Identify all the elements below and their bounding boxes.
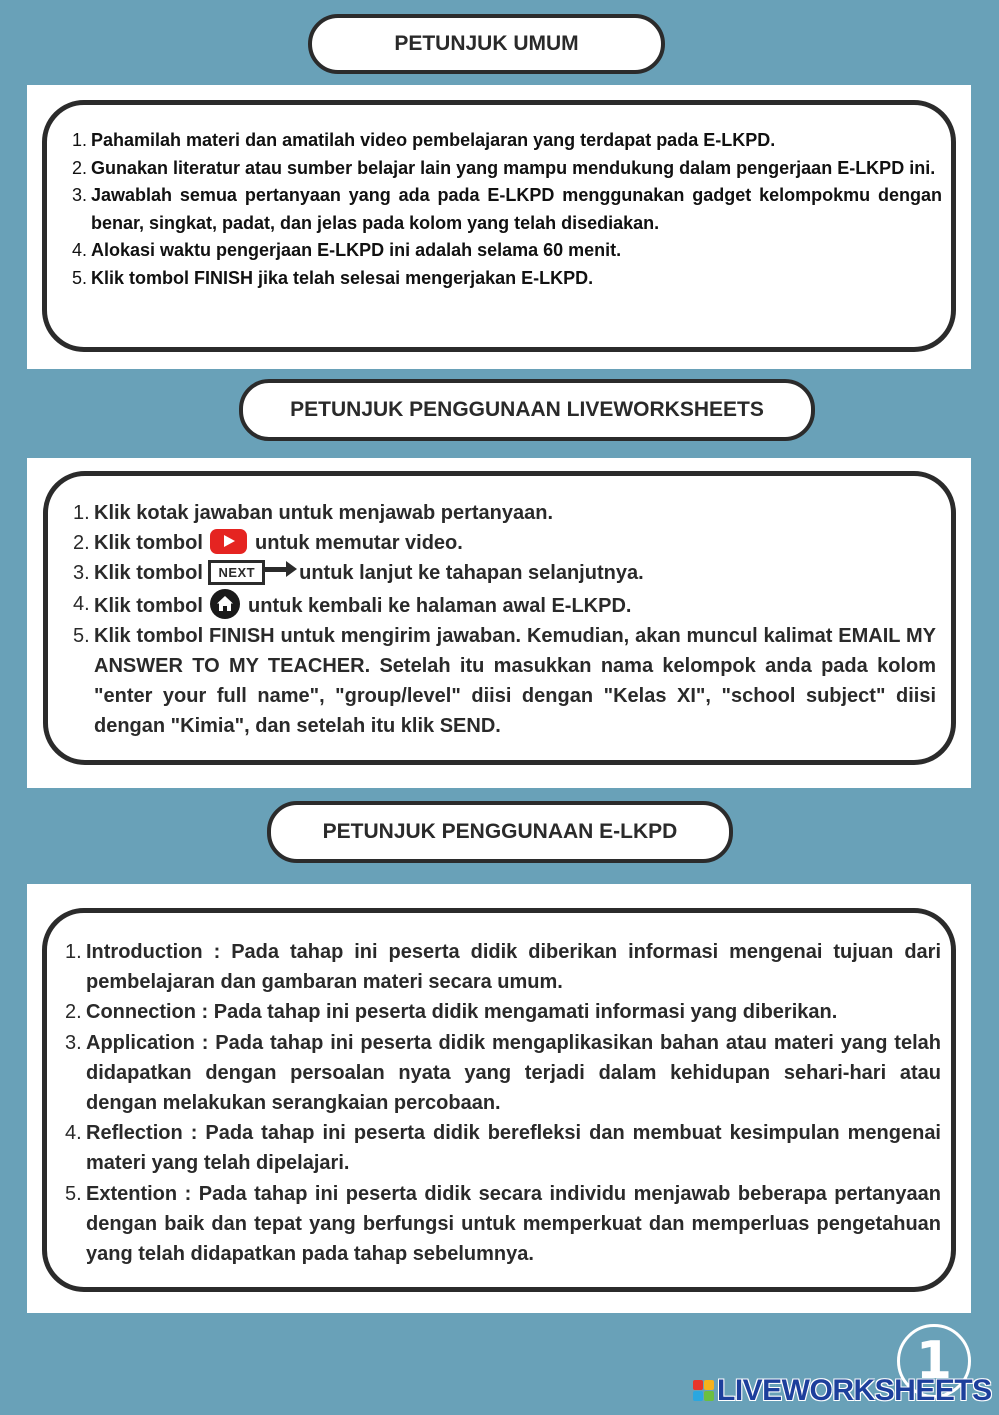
list-item: Introduction : Pada tahap ini peserta didik diberikan informasi mengenai tujuan dari pembelajaran dan gambaran materi secara umum. — [86, 941, 941, 994]
list-item: Pahamilah materi dan amatilah video pembelajaran yang terdapat pada E-LKPD. — [91, 130, 776, 150]
list-petunjuk-liveworksheets — [94, 498, 936, 742]
home-icon — [210, 589, 240, 619]
list-item: Klik kotak jawaban untuk menjawab pertanyaan. — [94, 502, 554, 524]
card-petunjuk-umum — [42, 100, 956, 352]
list-item: Application : Pada tahap ini peserta didik mengaplikasikan bahan atau materi yang telah didapatkan dengan persoalan nyata yang terjadi dalam kehidupan sehari-hari atau dengan melakukan serangkaian percobaan. — [86, 1031, 941, 1115]
liveworksheets-brand — [693, 1376, 992, 1406]
list-item: Klik tombol untuk kembali ke halaman awal E-LKPD. — [94, 589, 936, 621]
section-title-petunjuk-elkpd — [267, 801, 733, 863]
list-item: Reflection : Pada tahap ini peserta didik berefleksi dan membuat kesimpulan mengenai materi yang telah dipelajari. — [86, 1122, 941, 1175]
section-title-text: PETUNJUK UMUM — [394, 32, 579, 55]
list-item: Extention : Pada tahap ini peserta didik secara individu menjawab beberapa pertanyaan dengan baik dan tepat yang berfungsi untuk memperkuat dan memperluas pengetahuan yang telah didapatkan pada tahap sebelumnya. — [86, 1182, 941, 1266]
next-button: NEXT — [208, 560, 265, 585]
section-title-petunjuk-liveworksheets — [239, 379, 815, 441]
card-petunjuk-liveworksheets — [43, 471, 956, 765]
section-title-text: PETUNJUK PENGGUNAAN E-LKPD — [322, 820, 678, 843]
page-number: 1 — [897, 1324, 971, 1398]
list-item: Jawablah semua pertanyaan yang ada pada E-LKPD menggunakan gadget kelompokmu dengan benar, singkat, padat, dan jelas pada kolom yang telah disediakan. — [91, 185, 942, 233]
arrow-right-icon — [265, 567, 287, 572]
list-item: Gunakan literatur atau sumber belajar lain yang mampu mendukung dalam pengerjaan E-LKPD ini. — [91, 157, 936, 178]
list-item: Klik tombol untuk memutar video. — [94, 528, 936, 558]
youtube-play-icon — [210, 529, 247, 554]
list-item: Klik tombol FINISH untuk mengirim jawaban. Kemudian, akan muncul kalimat EMAIL MY ANSWER TO MY TEACHER. Setelah itu masukkan nama kelompok anda pada kolom "enter your full name", "group/level" diisi dengan "Kelas XI", "school subject" diisi dengan "Kimia", dan setelah itu klik SEND. — [94, 624, 936, 738]
section-title-petunjuk-umum — [308, 14, 665, 74]
list-item: Alokasi waktu pengerjaan E-LKPD ini adalah selama 60 menit. — [91, 240, 622, 260]
list-petunjuk-umum — [91, 127, 942, 292]
card-petunjuk-elkpd — [42, 908, 956, 1292]
section-title-text: PETUNJUK PENGGUNAAN LIVEWORKSHEETS — [290, 398, 764, 421]
liveworksheets-logo-icon — [693, 1379, 715, 1403]
brand-text: LIVEWORKSHEETS — [717, 1374, 992, 1407]
list-petunjuk-elkpd — [86, 937, 941, 1269]
list-item: Klik tombol NEXT untuk lanjut ke tahapan selanjutnya. — [94, 562, 644, 585]
list-item: Klik tombol FINISH jika telah selesai mengerjakan E-LKPD. — [91, 267, 594, 288]
list-item: Connection : Pada tahap ini peserta didik mengamati informasi yang diberikan. — [86, 1001, 838, 1024]
